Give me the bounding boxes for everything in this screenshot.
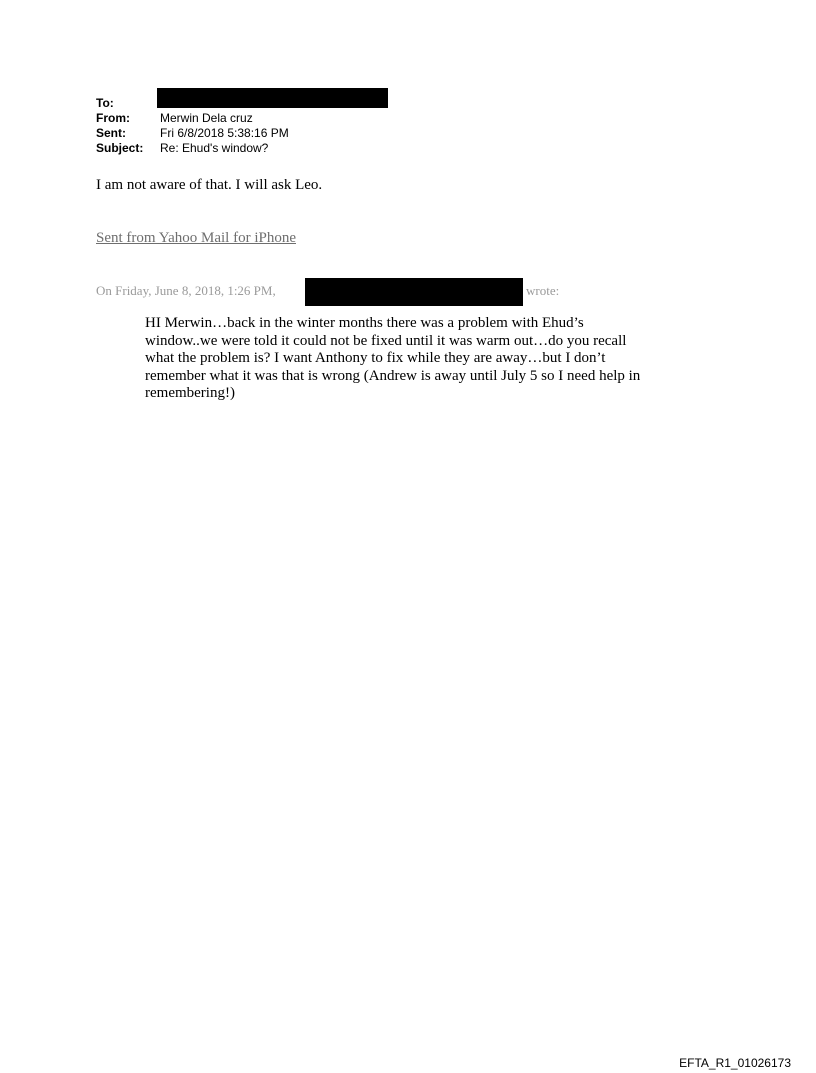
redaction-box-sender [305, 278, 523, 306]
sent-value: Fri 6/8/2018 5:38:16 PM [160, 126, 289, 140]
subject-value: Re: Ehud's window? [160, 141, 269, 155]
quote-attribution-prefix: On Friday, June 8, 2018, 1:26 PM, [96, 283, 276, 298]
from-value: Merwin Dela cruz [160, 111, 253, 125]
message-body: I am not aware of that. I will ask Leo. [96, 177, 323, 193]
quote-attribution [96, 282, 616, 302]
sent-label: Sent: [96, 126, 126, 140]
signature-link[interactable]: Sent from Yahoo Mail for iPhone [96, 230, 296, 246]
from-label: From: [96, 111, 130, 125]
quote-attribution-suffix: wrote: [526, 283, 560, 298]
quoted-message [145, 315, 685, 403]
to-label: To: [96, 96, 114, 110]
quoted-line: remembering!) [145, 385, 235, 401]
subject-row [96, 141, 289, 156]
to-row [96, 96, 289, 111]
quoted-line: remember what it was that is wrong (Andrew is away until July 5 so I need help in [145, 367, 641, 384]
email-header [96, 96, 289, 156]
quoted-line: window..we were told it could not be fixed until it was warm out…do you recall [145, 332, 627, 349]
quoted-line: what the problem is? I want Anthony to fix while they are away…but I don’t [145, 350, 606, 366]
from-row [96, 111, 289, 126]
sent-row [96, 126, 289, 141]
document-id: EFTA_R1_01026173 [679, 1056, 791, 1070]
subject-label: Subject: [96, 141, 144, 155]
quoted-line: HI Merwin…back in the winter months there was a problem with Ehud’s [145, 315, 584, 331]
